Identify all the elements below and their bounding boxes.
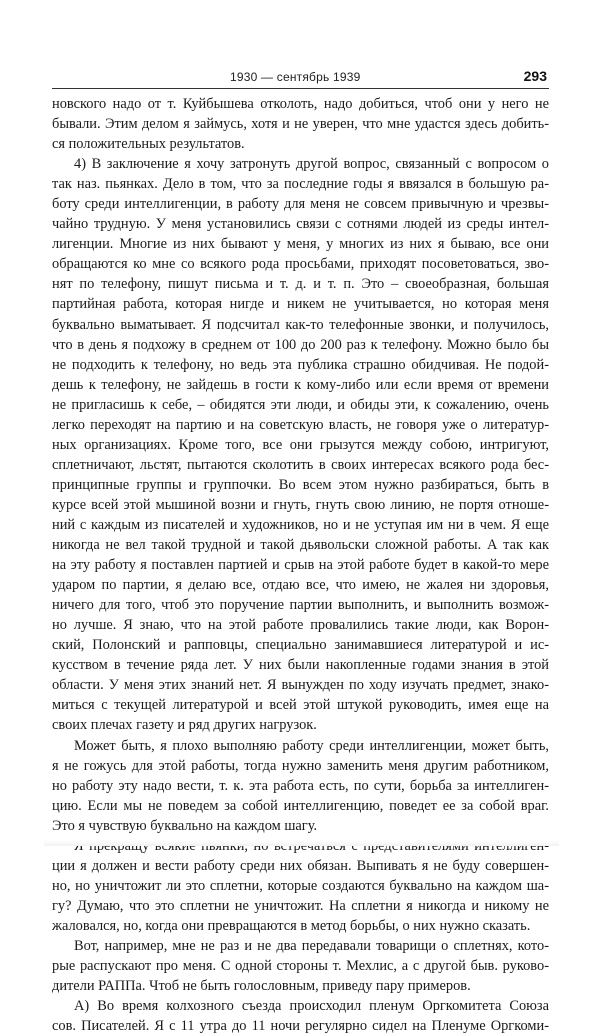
text-line: бывали. Этим делом я займусь, хотя и не уверен, что мне удастся здесь добить- bbox=[52, 116, 549, 133]
text-line: ударом по партии, я делаю все, отдаю все, что имею, не жалея ни здоровья, bbox=[52, 577, 549, 594]
text-line: партийная работа, которая нигде и никем не учитывается, но которая меня bbox=[52, 296, 549, 313]
paragraph bbox=[52, 996, 549, 1036]
text-line: рые распускают про меня. С одной стороны т. Мехлис, а с другой быв. руково- bbox=[52, 958, 549, 975]
text-line: нят по телефону, пишут письма и т. д. и т. п. Это – своеобразная, большая bbox=[52, 276, 549, 293]
text-line: А) Во время колхозного съезда происходил пленум Оргкомитета Союза bbox=[74, 998, 549, 1015]
text-line: гу? Думаю, что это сплетни не уничтожит. На сплетни я никогда и никому не bbox=[52, 897, 549, 914]
text-line: миться с текущей литературой и всей этой штукой руководить, имея еще на bbox=[52, 697, 549, 714]
text-line: принципные группы и группочки. Во всем этом нужно разбираться, быть в bbox=[52, 476, 549, 493]
text-line: ных организациях. Кроме того, все они грызутся между собою, интригуют, bbox=[52, 436, 549, 453]
text-line: ничего для того, чтоб это поручение партии выполнить, и выполнить возмож- bbox=[52, 597, 549, 614]
text-line: не пригласишь к себе, – обидятся эти люди, и обиды эти, к сожалению, очень bbox=[52, 396, 549, 413]
text-line: так наз. пьянках. Дело в том, что за последние годы я ввязался в большую ра- bbox=[52, 176, 549, 193]
text-line: никогда не вел такой трудной и такой дьявольски сложной работы. А так как bbox=[52, 537, 549, 554]
page-header bbox=[52, 68, 549, 90]
page-edge-shadow bbox=[44, 840, 559, 846]
text-line: ся положительных результатов. bbox=[52, 136, 245, 153]
text-line: легко переходят на партию и на советскую власть, не говоря уже о литератур- bbox=[52, 416, 549, 433]
text-line: но лучше. Я знаю, что на этой работе провалились такие люди, как Ворон- bbox=[52, 617, 549, 634]
text-line: на эту работу я поставлен партией и срыв на этой работе будет в какой-то мере bbox=[52, 557, 549, 574]
paragraph bbox=[52, 936, 549, 996]
text-line: курсе всей этой мышиной возни и гнуть, гнуть свою линию, не портя отноше- bbox=[52, 496, 549, 513]
text-line: своих плечах газету и ряд других нагрузок. bbox=[52, 717, 317, 734]
text-line: но работу эту надо вести, т. к. эта работа есть, по сути, борьба за интеллиген- bbox=[52, 777, 549, 794]
text-line: я не гожусь для этой работы, тогда нужно заменить меня другим работником, bbox=[52, 757, 549, 774]
paragraph bbox=[52, 154, 549, 735]
text-line: области. У меня этих знаний нет. Я вынужден по ходу изучать предмет, знако- bbox=[52, 677, 549, 694]
text-line: не подходить к телефону, но ведь эта публика страшно обидчивая. Не подой- bbox=[52, 356, 549, 373]
text-line: ции я должен и вести работу среди них обязан. Выпивать я не буду совершен- bbox=[52, 857, 549, 874]
text-line: боту среди интеллигенции, в работу для меня не совсем привычную и чрезвы- bbox=[52, 196, 549, 213]
text-line: Может быть, я плохо выполняю работу среди интеллигенции, может быть, bbox=[74, 737, 549, 754]
text-line: обращаются ко мне со всякого рода просьбами, приходят посоветоваться, зво- bbox=[52, 256, 549, 273]
text-line: дешь к телефону, не зайдешь в гости к кому-либо или если время от времени bbox=[52, 376, 549, 393]
text-line: ний с каждым из писателей и художников, но и не уступая им ни в чем. Я еще bbox=[52, 516, 549, 533]
text-line: дители РАППа. Чтоб не быть голословным, приведу пару примеров. bbox=[52, 978, 471, 995]
text-line: сов. Писателей. Я с 11 утра до 11 ночи регулярно сидел на Пленуме Оргкоми- bbox=[52, 1018, 549, 1035]
text-line: цию. Если мы не поведем за собой интеллигенцию, поведет ее за собой враг. bbox=[52, 797, 549, 814]
running-title: 1930 — сентябрь 1939 bbox=[230, 70, 361, 84]
text-line: Это я чувствую буквально на каждом шагу. bbox=[52, 817, 318, 834]
text-line: новского надо от т. Куйбышева отколоть, надо добиться, чтоб они у него не bbox=[52, 96, 549, 112]
text-line: кусством в течение ряда лет. У них были накопленные годами знания в этой bbox=[52, 657, 549, 674]
page-number: 293 bbox=[523, 68, 547, 84]
text-line: что в день я подхожу в среднем от 100 до 200 раз к телефону. Можно было бы bbox=[52, 336, 549, 353]
header-rule bbox=[52, 88, 549, 89]
paragraph bbox=[52, 836, 549, 936]
paragraph bbox=[52, 94, 549, 154]
text-line: Вот, например, мне не раз и не два передавали товарищи о сплетнях, кото- bbox=[74, 937, 549, 954]
text-line: 4) В заключение я хочу затронуть другой вопрос, связанный с вопросом о bbox=[74, 156, 549, 173]
text-line: чайно трудную. У меня установились связи с сотнями людей из среды интел- bbox=[52, 216, 549, 233]
paragraph bbox=[52, 736, 549, 836]
text-line: лигенции. Многие из них бывают у меня, у многих из них я бываю, все они bbox=[52, 236, 549, 253]
text-line: буквально выматывает. Я подсчитал как-то телефонные звонки, и получилось, bbox=[52, 316, 549, 333]
text-line: сплетничают, льстят, пытаются сколотить в своих интересах всякого рода бес- bbox=[52, 456, 549, 473]
page-body bbox=[52, 94, 549, 1036]
text-line: ский, Полонский и рапповцы, специально занимавшиеся литературой и ис- bbox=[52, 637, 549, 654]
text-line: жаловался, но, когда они превращаются в метод борьбы, о них нужно сказать. bbox=[52, 917, 531, 934]
text-line: но, но уничтожит ли это сплетни, которые создаются буквально на каждом ша- bbox=[52, 877, 549, 894]
